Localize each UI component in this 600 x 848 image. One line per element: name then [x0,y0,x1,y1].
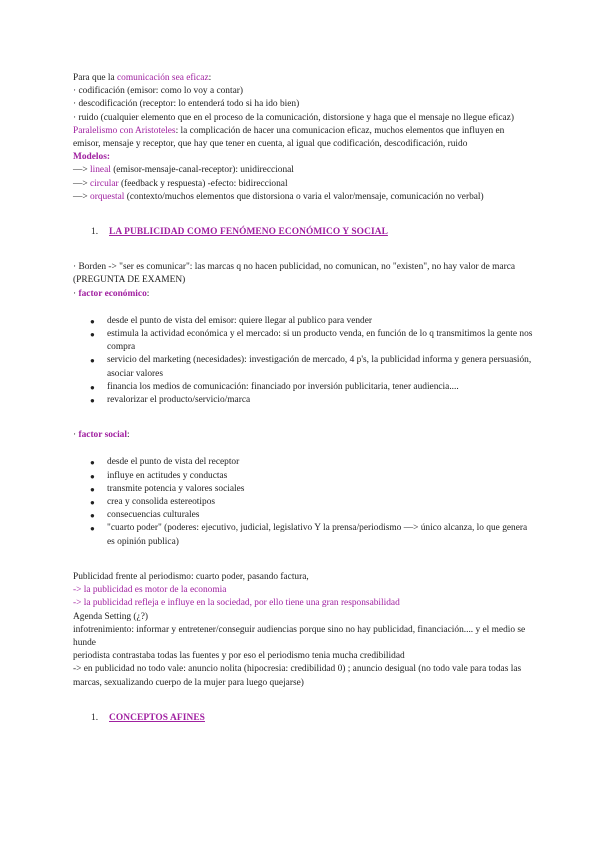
section-number: 1. [91,712,99,723]
list-item-text: transmite potencia y valores sociales [107,483,245,494]
list-item [73,456,533,469]
list-item-text: consecuencias culturales [107,510,200,521]
list-item [73,315,533,328]
list-item-text: servicio del marketing (necesidades): investigación de mercado, 4 p's, la publicidad informa y genera persuasión, asociar valores [107,355,532,379]
paralelismo-text: : la complicación de hacer una comunicacion eficaz, muchos elementos que influyen en emisor, mensaje y receptor, que hay que tener en cuenta, al igual que codificación, descodificación, ruido [73,125,505,150]
modelo-desc: (contexto/muchos elementos que distorsiona o varia el valor/mensaje, comunicación no verbal) [124,191,484,202]
heading-prefix: · [73,430,79,441]
list-item-text: influye en actitudes y conductas [107,470,228,481]
list-item-text: estimula la actividad económica y el mercado: si un producto venda, en función de lo q transmitimos la gente nos compra [107,329,533,353]
bullet-dot-icon: ● [90,382,95,392]
intro-highlight: comunicación sea eficaz [117,73,209,83]
list-item-text: desde el punto de vista del receptor [107,457,240,468]
modelo-orquestal [73,191,533,204]
list-item [73,496,533,509]
bullet-dot-icon: ● [90,458,95,468]
modelo-name: lineal [90,165,111,176]
borden-paragraph: · Borden -> "ser es comunicar": las marcas q no hacen publicidad, no comunican, no "existen", no hay valor de marca (PREGUNTA DE EXAMEN) [73,262,516,286]
section-heading-publicidad [73,226,533,239]
section-number: 1. [91,227,99,238]
modelo-desc: (feedback y respuesta) -efecto: bidireccional [118,178,288,189]
intro-item-descodificacion: · descodificación (receptor: lo entenderá todo si ha ido bien) [73,99,300,110]
list-item-text: desde el punto de vista del emisor: quiere llegar al publico para vender [107,315,373,326]
social-bullet-list [73,456,533,548]
list-item [73,522,533,548]
modelo-arrow: —> [73,178,91,189]
list-item [73,483,533,496]
list-item-text: financia los medios de comunicación: financiado por inversión publicitaria, tener audiencia.... [107,381,459,392]
modelo-arrow: —> [73,165,91,176]
modelo-name: circular [90,178,119,189]
bullet-dot-icon: ● [90,524,95,534]
bullet-dot-icon: ● [90,498,95,508]
list-item [73,381,533,394]
section-title: LA PUBLICIDAD COMO FENÓMENO ECONÓMICO Y SOCIAL [109,227,388,238]
list-item [73,328,533,354]
list-item [73,354,533,380]
bullet-dot-icon: ● [90,484,95,494]
economico-bullet-list [73,315,533,407]
agenda-line: Agenda Setting (¿?) [73,611,148,622]
paralelismo-highlight: Paralelismo con Aristoteles [73,125,176,136]
modelo-lineal [73,164,533,177]
paralelismo-paragraph [73,125,533,151]
factor-social-heading [73,429,533,442]
motor-line: -> la publicidad es motor de la economia [73,585,227,596]
modelo-circular [73,178,533,191]
bullet-dot-icon: ● [90,511,95,521]
heading-suffix: : [126,430,130,441]
periodista-line: periodista contrastaba todas las fuentes y por eso el periodismo tenia mucha credibilidad [73,651,405,662]
section-heading-conceptos [73,712,533,725]
intro-item-ruido: · ruido (cualquier elemento que en el proceso de la comunicación, distorsione y haga que el mensaje no llegue eficaz) [73,112,514,123]
modelo-arrow: —> [73,191,91,202]
refleja-line: -> la publicidad refleja e influye en la sociedad, por ello tiene una gran responsabilidad [73,598,400,609]
bullet-dot-icon: ● [90,316,95,326]
intro-item-codificacion: · codificación (emisor: como lo voy a contar) [73,86,243,97]
bullet-dot-icon: ● [90,330,95,340]
bullet-dot-icon: ● [90,396,95,406]
modelo-desc: (emisor-mensaje-canal-receptor): unidireccional [110,165,294,176]
frente-periodismo-line: Publicidad frente al periodismo: cuarto poder, pasando factura, [73,571,309,582]
heading-prefix: · [73,288,79,299]
section-title: CONCEPTOS AFINES [109,712,205,723]
list-item-text: "cuarto poder" (poderes: ejecutivo, judicial, legislativo Y la prensa/periodismo —> único alcanza, lo que genera es opinión publica) [107,523,528,547]
bullet-dot-icon: ● [90,471,95,481]
intro-line [73,72,533,85]
list-item-text: revalorizar el producto/servicio/marca [107,395,251,406]
list-item [73,470,533,483]
list-item-text: crea y consolida estereotipos [107,497,216,508]
bullet-dot-icon: ● [90,356,95,366]
heading-suffix: : [146,288,150,299]
factor-economico-label: factor económico [78,288,147,299]
list-item [73,394,533,407]
factor-social-label: factor social [78,430,127,441]
list-item [73,509,533,522]
no-todo-vale-paragraph: -> en publicidad no todo vale: anuncio nolita (hipocresia: credibilidad 0) ; anuncio desigual (no todo vale para todas las marcas, sexualizando cuerpo de la mujer para luego quejarse) [73,664,522,688]
intro-line-colon: : [208,73,212,83]
document-content [73,72,533,725]
modelo-name: orquestal [90,191,125,202]
factor-economico-heading [73,288,533,301]
modelos-label: Modelos: [73,152,110,163]
intro-line-text: Para que la [73,73,117,83]
infotrenimiento-paragraph: infotrenimiento: informar y entretener/conseguir audiencias porque sino no hay publicidad, financiación.... y el medio se hunde [73,624,526,648]
